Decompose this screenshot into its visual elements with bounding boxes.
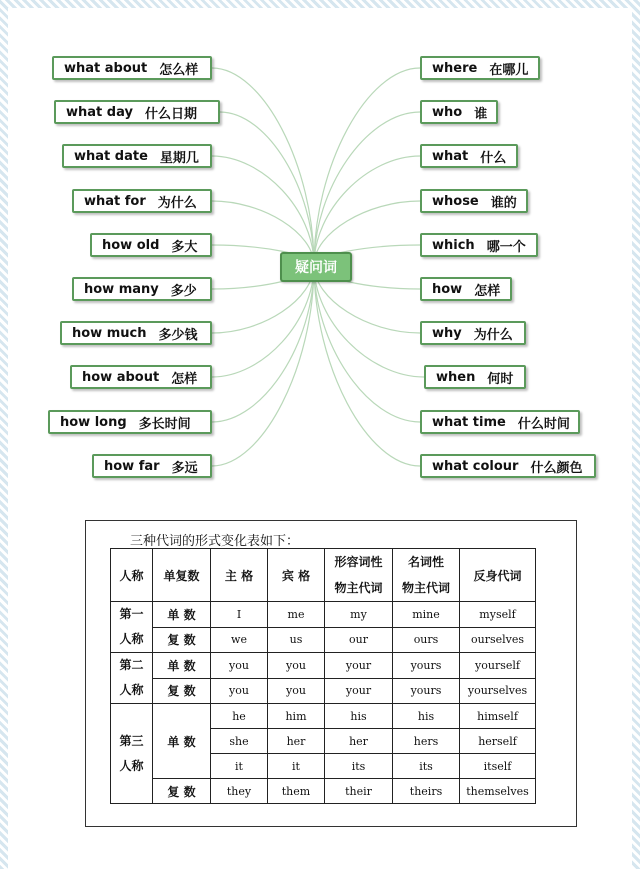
left-node <box>54 100 220 124</box>
header-number: 单复数 <box>153 549 211 602</box>
cell: mine <box>393 602 460 628</box>
left-node <box>48 410 212 434</box>
node-chinese: 在哪儿 <box>489 62 529 78</box>
number-plural: 复 数 <box>153 627 211 653</box>
right-node <box>420 144 518 168</box>
node-english: why <box>432 325 462 341</box>
left-node <box>72 189 212 213</box>
person-second-line2: 人称 <box>119 683 144 697</box>
table-caption: 三种代词的形式变化表如下： <box>130 534 300 549</box>
cell: themselves <box>460 779 536 804</box>
node-english: how long <box>60 414 127 430</box>
cell: your <box>325 678 393 704</box>
cell: you <box>268 678 325 704</box>
cell: her <box>325 729 393 754</box>
person-first <box>111 602 153 653</box>
node-chinese: 星期几 <box>159 150 199 166</box>
cell: yours <box>393 653 460 679</box>
right-node <box>424 365 526 389</box>
cell: you <box>211 653 268 679</box>
left-connector <box>220 112 314 265</box>
cell: it <box>211 754 268 779</box>
table-row <box>111 779 536 804</box>
table-row <box>111 678 536 704</box>
node-chinese: 什么颜色 <box>530 460 583 476</box>
cell: his <box>325 704 393 729</box>
right-node <box>420 410 580 434</box>
person-third <box>111 704 153 804</box>
cell: yourself <box>460 653 536 679</box>
node-english: when <box>436 369 476 385</box>
node-english: what date <box>74 148 148 164</box>
cell: herself <box>460 729 536 754</box>
node-chinese: 为什么 <box>473 327 513 343</box>
right-node <box>420 321 526 345</box>
cell: her <box>268 729 325 754</box>
cell: its <box>325 754 393 779</box>
cell: us <box>268 627 325 653</box>
node-chinese: 谁 <box>474 106 488 122</box>
table-header-row <box>111 549 536 602</box>
cell: its <box>393 754 460 779</box>
cell: she <box>211 729 268 754</box>
left-node <box>92 454 212 478</box>
number-singular: 单 数 <box>153 704 211 779</box>
right-node <box>420 454 596 478</box>
pronoun-table <box>110 548 536 804</box>
cell: their <box>325 779 393 804</box>
header-noun-possessive <box>393 549 460 602</box>
person-second <box>111 653 153 704</box>
right-node <box>420 277 512 301</box>
node-chinese: 谁的 <box>490 195 517 211</box>
cell: your <box>325 653 393 679</box>
node-chinese: 多长时间 <box>138 416 191 432</box>
cell: my <box>325 602 393 628</box>
person-second-line1: 第二 <box>119 658 144 672</box>
node-english: who <box>432 104 463 120</box>
cell: myself <box>460 602 536 628</box>
table-row <box>111 602 536 628</box>
node-english: how far <box>104 458 160 474</box>
header-noun-possessive-line1: 名词性 <box>407 555 444 569</box>
center-node-question-words: 疑问词 <box>280 252 352 282</box>
cell: they <box>211 779 268 804</box>
header-adj-possessive <box>325 549 393 602</box>
node-english: what colour <box>432 458 519 474</box>
table-row <box>111 704 536 729</box>
node-chinese: 怎样 <box>474 283 501 299</box>
cell: ours <box>393 627 460 653</box>
cell: ourselves <box>460 627 536 653</box>
number-singular: 单 数 <box>153 653 211 679</box>
node-chinese: 哪一个 <box>486 239 526 255</box>
right-node <box>420 189 528 213</box>
right-connector <box>314 68 420 265</box>
number-singular: 单 数 <box>153 602 211 628</box>
cell: his <box>393 704 460 729</box>
left-node <box>90 233 212 257</box>
node-english: what <box>432 148 469 164</box>
cell: it <box>268 754 325 779</box>
node-chinese: 什么 <box>480 150 507 166</box>
header-subject: 主 格 <box>211 549 268 602</box>
node-english: what day <box>66 104 133 120</box>
person-third-line2: 人称 <box>119 758 144 773</box>
node-chinese: 什么时间 <box>517 416 570 432</box>
node-english: how many <box>84 281 159 297</box>
cell: yours <box>393 678 460 704</box>
right-connector <box>314 112 420 265</box>
cell: hers <box>393 729 460 754</box>
cell: he <box>211 704 268 729</box>
node-english: what for <box>84 193 146 209</box>
person-third-line1: 第三 <box>119 733 144 748</box>
node-chinese: 多少钱 <box>158 327 198 343</box>
node-english: how about <box>82 369 160 385</box>
header-adj-possessive-line1: 形容词性 <box>334 555 383 569</box>
node-chinese: 何时 <box>487 371 514 387</box>
header-adj-possessive-line2: 物主代词 <box>334 581 383 595</box>
header-person: 人称 <box>111 549 153 602</box>
cell: we <box>211 627 268 653</box>
left-node <box>62 144 212 168</box>
table-row <box>111 653 536 679</box>
left-node <box>60 321 212 345</box>
node-english: which <box>432 237 475 253</box>
node-chinese: 为什么 <box>157 195 197 211</box>
node-chinese: 什么日期 <box>144 106 197 122</box>
right-node <box>420 233 538 257</box>
person-first-line2: 人称 <box>119 632 144 646</box>
number-plural: 复 数 <box>153 779 211 804</box>
node-chinese: 怎样 <box>171 371 198 387</box>
node-chinese: 多少 <box>170 283 197 299</box>
left-connector <box>212 265 314 466</box>
left-node <box>72 277 212 301</box>
header-reflexive: 反身代词 <box>460 549 536 602</box>
cell: him <box>268 704 325 729</box>
cell: itself <box>460 754 536 779</box>
cell: you <box>211 678 268 704</box>
node-english: whose <box>432 193 479 209</box>
cell: theirs <box>393 779 460 804</box>
left-node <box>52 56 212 80</box>
node-chinese: 怎么样 <box>159 62 199 78</box>
node-chinese: 多远 <box>171 460 198 476</box>
number-plural: 复 数 <box>153 678 211 704</box>
cell: you <box>268 653 325 679</box>
cell: me <box>268 602 325 628</box>
header-noun-possessive-line2: 物主代词 <box>401 581 450 595</box>
right-node <box>420 56 540 80</box>
cell: himself <box>460 704 536 729</box>
node-english: how much <box>72 325 147 341</box>
cell: yourselves <box>460 678 536 704</box>
left-node <box>70 365 212 389</box>
node-english: where <box>432 60 478 76</box>
cell: I <box>211 602 268 628</box>
right-connector <box>314 265 420 466</box>
person-first-line1: 第一 <box>119 607 144 621</box>
cell: them <box>268 779 325 804</box>
right-node <box>420 100 498 124</box>
node-english: what about <box>64 60 148 76</box>
left-connector <box>212 68 314 265</box>
node-chinese: 多大 <box>171 239 198 255</box>
table-row <box>111 627 536 653</box>
node-english: what time <box>432 414 506 430</box>
node-english: how old <box>102 237 160 253</box>
cell: our <box>325 627 393 653</box>
node-english: how <box>432 281 463 297</box>
header-object: 宾 格 <box>268 549 325 602</box>
